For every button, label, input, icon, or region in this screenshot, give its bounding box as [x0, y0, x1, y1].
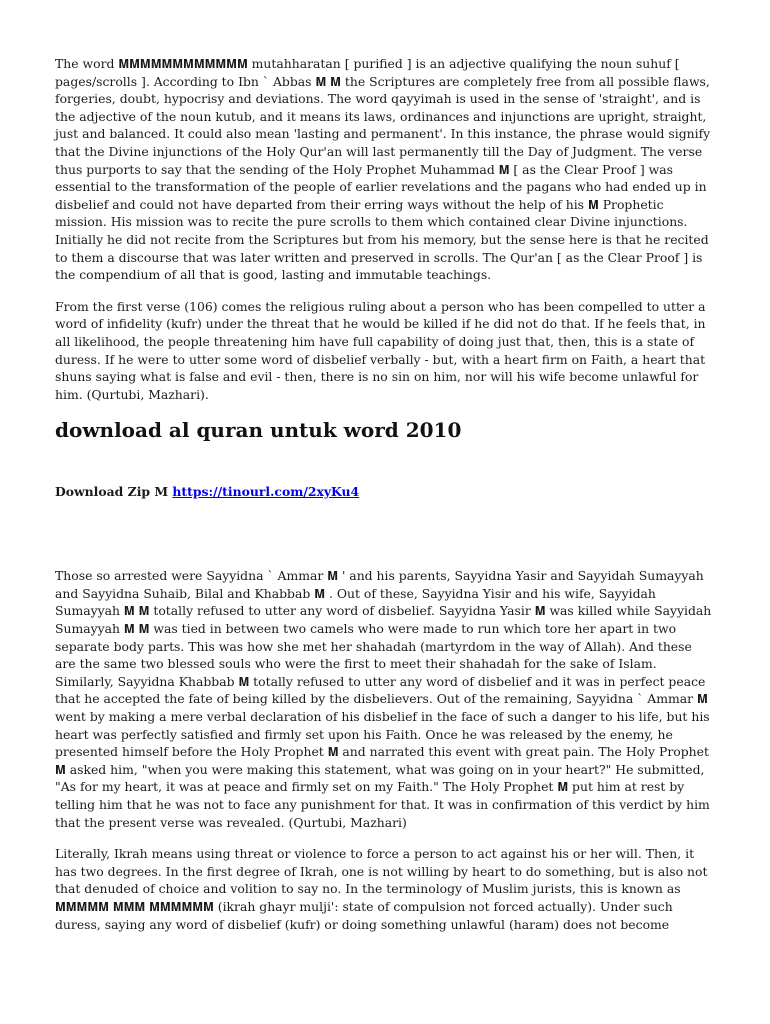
- download-label: Download Zip 𝐌: [55, 484, 173, 500]
- paragraph-purified: The word 𝐌𝐌𝐌𝐌𝐌𝐌𝐌𝐌𝐌𝐌𝐌𝐌 mutahharatan [ purified ] is an adjective qualifying the noun suhuf [ pages/scrolls ]. According to Ibn ` Abbas 𝐌 𝐌 the Scriptures are completely free from all possible flaws, forgeries, doubt, hypocrisy and deviations. The word qayyimah is used in the sense of 'straight', and is the adjective of the noun kutub, and it means its laws, ordinances and injunctions are upright, straight, just and balanced. It could also mean 'lasting and permanent'. In this instance, the phrase would signify that the Divine injunctions of the Holy Qur'an will last permanently till the Day of Judgment. The verse thus purports to say that the sending of the Holy Prophet Muhammad 𝐌 [ as the Clear Proof ] was essential to the transformation of the people of earlier revelations and the pagans who had ended up in disbelief and could not have departed from their erring ways without the help of his 𝐌 Prophetic mission. His mission was to recite the pure scrolls to them which contained clear Divine injunctions. Initially he did not recite from the Scriptures but from his memory, but the sense here is that he recited to them a discourse that was later written and preserved in scrolls. The Qur'an [ as the Clear Proof ] is the compendium of all that is good, lasting and immutable teachings.: [55, 56, 711, 283]
- document-page: [55, 55, 715, 947]
- paragraph-arrested: Those so arrested were Sayyidna ` Ammar 𝐌 ' and his parents, Sayyidna Yasir and Sayyidah Sumayyah and Sayyidna Suhaib, Bilal and Khabbab 𝐌 . Out of these, Sayyidna Yisir and his wife, Sayyidah Sumayyah 𝐌 𝐌 totally refused to utter any word of disbelief. Sayyidna Yasir 𝐌 was killed while Sayyidah Sumayyah 𝐌 𝐌 was tied in between two camels who were made to run which tore her apart in two separate body parts. This was how she met her shahadah (martyrdom in the way of Allah). And these are the same two blessed souls who were the first to meet their shahadah for the sake of Islam. Similarly, Sayyidna Khabbab 𝐌 totally refused to utter any word of disbelief and it was in perfect peace that he accepted the fate of being killed by the disbelievers. Out of the remaining, Sayyidna ` Ammar 𝐌 went by making a mere verbal declaration of his disbelief in the face of such a danger to his life, but his heart was perfectly satisfied and firmly set upon his Faith. Once he was released by the enemy, he presented himself before the Holy Prophet 𝐌 and narrated this event with great pain. The Holy Prophet 𝐌 asked him, "when you were making this statement, what was going on in your heart?" He submitted, "As for my heart, it was at peace and firmly set on my Faith." The Holy Prophet 𝐌 put him at rest by telling him that he was not to face any punishment for that. It was in confirmation of this verdict by him that the present verse was revealed. (Qurtubi, Mazhari): [55, 568, 712, 830]
- paragraph-ikrah: Literally, Ikrah means using threat or violence to force a person to act against his or her will. Then, it has two degrees. In the first degree of Ikrah, one is not willing by heart to do something, but is also not that denuded of choice and volition to say no. In the terminology of Muslim jurists, this is known as 𝐌𝐌𝐌𝐌𝐌 𝐌𝐌𝐌 𝐌𝐌𝐌𝐌𝐌𝐌 (ikrah ghayr mulji': state of compulsion not forced actually). Under such duress, saying any word of disbelief (kufr) or doing something unlawful (haram) does not become: [55, 846, 708, 932]
- paragraph-duress-ruling: From the first verse (106) comes the religious ruling about a person who has been compelled to utter a word of infidelity (kufr) under the threat that he would be killed if he did not do that. If he feels that, in all likelihood, the people threatening him have full capability of doing just that, then, this is a state of duress. If he were to utter some word of disbelief verbally - but, with a heart firm on Faith, a heart that shuns saying what is false and evil - then, there is no sin on him, nor will his wife become unlawful for him. (Qurtubi, Mazhari).: [55, 298, 706, 402]
- page-title: download al quran untuk word 2010: [55, 418, 462, 443]
- download-link[interactable]: https://tinourl.com/2xyKu4: [172, 484, 360, 500]
- download-line: [55, 483, 715, 501]
